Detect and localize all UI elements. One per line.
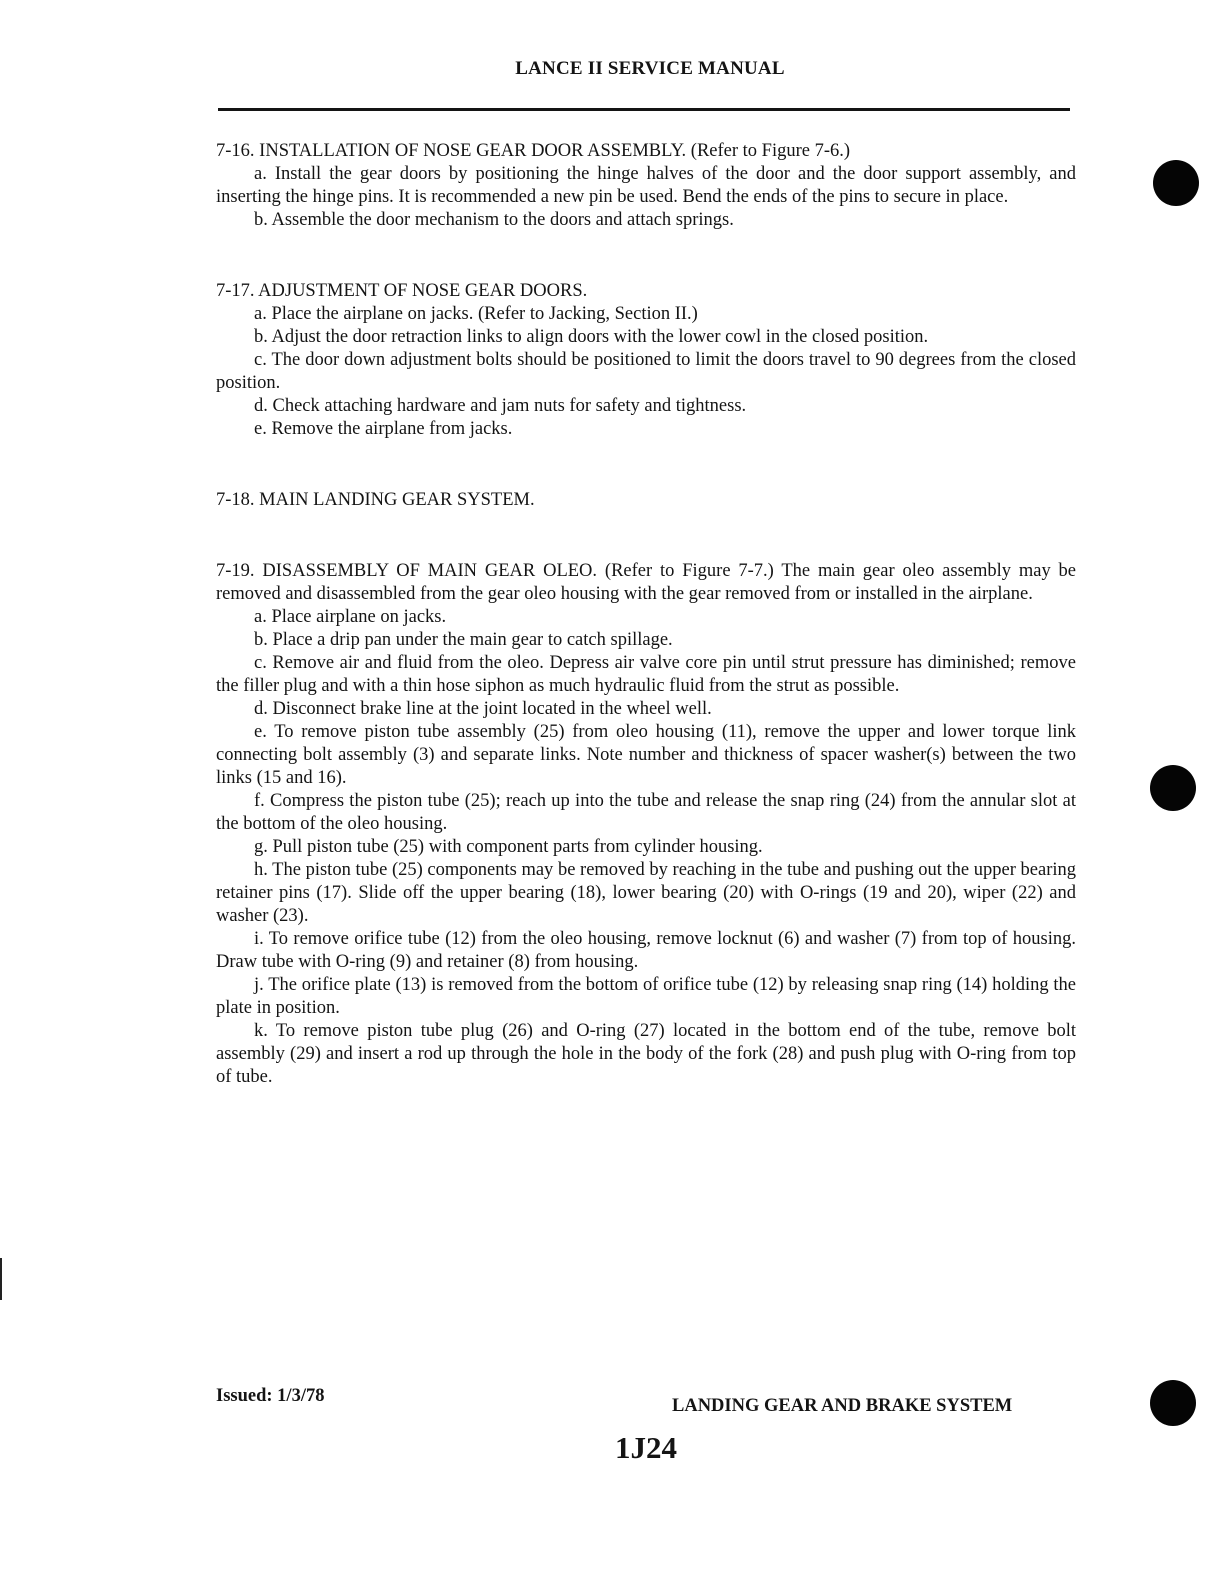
binder-hole-middle <box>1150 765 1196 811</box>
page-number: 1J24 <box>615 1430 677 1465</box>
step-item: d. Check attaching hardware and jam nuts for safety and tightness. <box>254 396 747 416</box>
section-heading <box>216 140 1076 163</box>
step-item: e. To remove piston tube assembly (25) from oleo housing (11), remove the upper and lower torque link connecting bolt assembly (3) and separate links. Note number and thickness of spacer washer(s) between the two links (15 and 16). <box>216 722 1076 788</box>
binder-hole-bottom <box>1150 1380 1196 1426</box>
step-item: a. Place airplane on jacks. <box>254 607 447 627</box>
section-number: 7-18. <box>216 490 255 510</box>
step-item: a. Install the gear doors by positioning the hinge halves of the door and the door support assembly, and inserting the hinge pins. It is recommended a new pin be used. Bend the ends of the pins to secure in place. <box>216 164 1076 207</box>
section-7-19 <box>216 560 1076 1089</box>
step-item: d. Disconnect brake line at the joint located in the wheel well. <box>254 699 712 719</box>
step-item: b. Adjust the door retraction links to align doors with the lower cowl in the closed position. <box>254 327 929 347</box>
section-number: 7-16. <box>216 141 255 161</box>
step-item: f. Compress the piston tube (25); reach up into the tube and release the snap ring (24) from the annular slot at the bottom of the oleo housing. <box>216 791 1076 834</box>
page-header-title: LANCE II SERVICE MANUAL <box>515 58 785 79</box>
page-body <box>216 140 1076 1137</box>
header-rule <box>218 108 1070 111</box>
section-intro: The main gear oleo assembly may be removed and disassembled from the gear oleo housing with the gear removed from or installed in the airplane. <box>216 561 1077 604</box>
section-7-18 <box>216 489 1076 512</box>
step-item: j. The orifice plate (13) is removed from the bottom of orifice tube (12) by releasing snap ring (14) holding the plate in position. <box>216 975 1076 1018</box>
section-title: INSTALLATION OF NOSE GEAR DOOR ASSEMBLY. <box>259 141 687 161</box>
section-title: ADJUSTMENT OF NOSE GEAR DOORS. <box>258 281 588 301</box>
footer-section-title: LANDING GEAR AND BRAKE SYSTEM <box>672 1396 1013 1416</box>
section-heading <box>216 560 1076 606</box>
section-heading <box>216 280 1076 303</box>
figure-reference: (Refer to Figure 7-6.) <box>690 141 851 161</box>
step-item: h. The piston tube (25) components may be removed by reaching in the tube and pushing out the upper bearing retainer pins (17). Slide off the upper bearing (18), lower bearing (20) with O-rings (19 and 20), wiper (22) and washer (23). <box>216 860 1076 926</box>
section-number: 7-19. <box>216 561 255 581</box>
step-item: b. Place a drip pan under the main gear to catch spillage. <box>254 630 673 650</box>
section-title: DISASSEMBLY OF MAIN GEAR OLEO. <box>262 561 598 581</box>
section-title: MAIN LANDING GEAR SYSTEM. <box>259 490 535 510</box>
section-number: 7-17. <box>216 281 255 301</box>
step-item: b. Assemble the door mechanism to the doors and attach springs. <box>254 210 734 230</box>
scan-edge-mark <box>0 1258 2 1300</box>
step-item: e. Remove the airplane from jacks. <box>254 419 513 439</box>
step-item: g. Pull piston tube (25) with component parts from cylinder housing. <box>254 837 763 857</box>
step-item: c. The door down adjustment bolts should be positioned to limit the doors travel to 90 degrees from the closed position. <box>216 350 1076 393</box>
step-item: a. Place the airplane on jacks. (Refer to Jacking, Section II.) <box>254 304 698 324</box>
step-item: i. To remove orifice tube (12) from the oleo housing, remove locknut (6) and washer (7) from top of housing. Draw tube with O-ring (9) and retainer (8) from housing. <box>216 929 1076 972</box>
section-heading <box>216 489 1076 512</box>
figure-reference: (Refer to Figure 7-7.) <box>604 561 774 581</box>
binder-hole-top <box>1153 160 1199 206</box>
section-7-16 <box>216 140 1076 232</box>
step-item: c. Remove air and fluid from the oleo. Depress air valve core pin until strut pressure has diminished; remove the filler plug and with a thin hose siphon as much hydraulic fluid from the strut as possible. <box>216 653 1076 696</box>
section-7-17 <box>216 280 1076 441</box>
issued-date: Issued: 1/3/78 <box>216 1386 325 1406</box>
step-item: k. To remove piston tube plug (26) and O-ring (27) located in the bottom end of the tube, remove bolt assembly (29) and insert a rod up through the hole in the body of the fork (28) and push plug with O-ring from top of tube. <box>216 1021 1076 1087</box>
